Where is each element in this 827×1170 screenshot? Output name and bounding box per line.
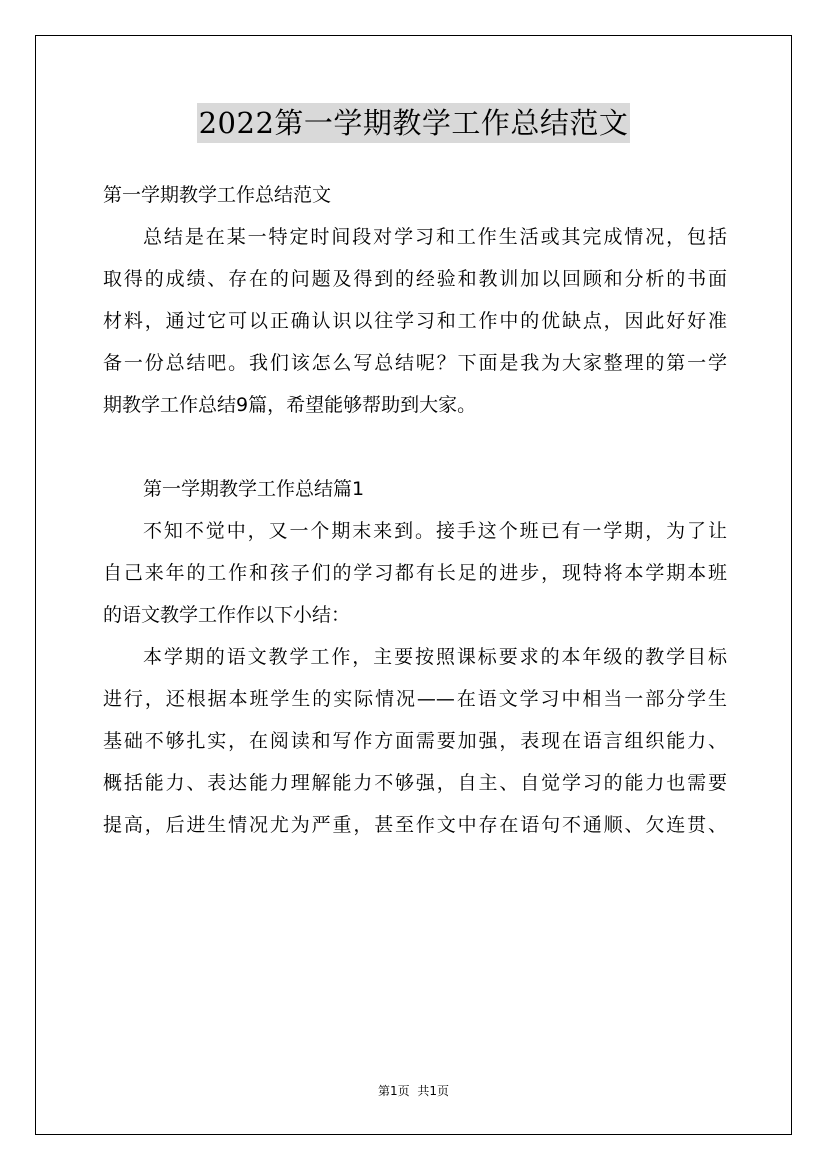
paragraph-line: 概括能力、表达能力理解能力不够强，自主、自觉学习的能力也需要 — [103, 772, 727, 794]
page-total: 共1页 — [417, 1084, 450, 1098]
title-container — [0, 103, 827, 143]
intro-paragraph — [103, 216, 727, 426]
page-footer — [0, 1083, 827, 1099]
intro-line: 材料，通过它可以正确认识以往学习和工作中的优缺点，因此好好准 — [103, 310, 727, 332]
paragraph-1 — [103, 510, 727, 636]
section-heading: 第一学期教学工作总结篇1 — [143, 478, 365, 500]
paragraph-line: 进行，还根据本班学生的实际情况——在语文学习中相当一部分学生 — [103, 688, 727, 710]
paragraph-2 — [103, 636, 727, 846]
paragraph-line: 不知不觉中，又一个期末来到。接手这个班已有一学期，为了让 — [143, 520, 727, 542]
intro-line: 期教学工作总结9篇，希望能够帮助到大家。 — [103, 394, 477, 416]
intro-line: 总结是在某一特定时间段对学习和工作生活或其完成情况，包括 — [143, 226, 727, 248]
paragraph-line: 自己来年的工作和孩子们的学习都有长足的进步，现特将本学期本班 — [103, 562, 727, 584]
paragraph-line: 的语文教学工作作以下小结： — [103, 604, 351, 626]
paragraph-line: 本学期的语文教学工作，主要按照课标要求的本年级的教学目标 — [143, 646, 727, 668]
paragraph-line: 提高，后进生情况尤为严重，甚至作文中存在语句不通顺、欠连贯、 — [103, 814, 727, 836]
document-body — [103, 174, 727, 846]
document-title: 2022第一学期教学工作总结范文 — [197, 103, 631, 143]
page-number: 第1页 — [377, 1084, 410, 1098]
intro-line: 取得的成绩、存在的问题及得到的经验和教训加以回顾和分析的书面 — [103, 268, 727, 290]
paragraph-gap — [103, 426, 727, 468]
paragraph-line: 基础不够扎实，在阅读和写作方面需要加强，表现在语言组织能力、 — [103, 730, 727, 752]
document-subtitle: 第一学期教学工作总结范文 — [103, 184, 332, 206]
intro-line: 备一份总结吧。我们该怎么写总结呢？下面是我为大家整理的第一学 — [103, 352, 727, 374]
